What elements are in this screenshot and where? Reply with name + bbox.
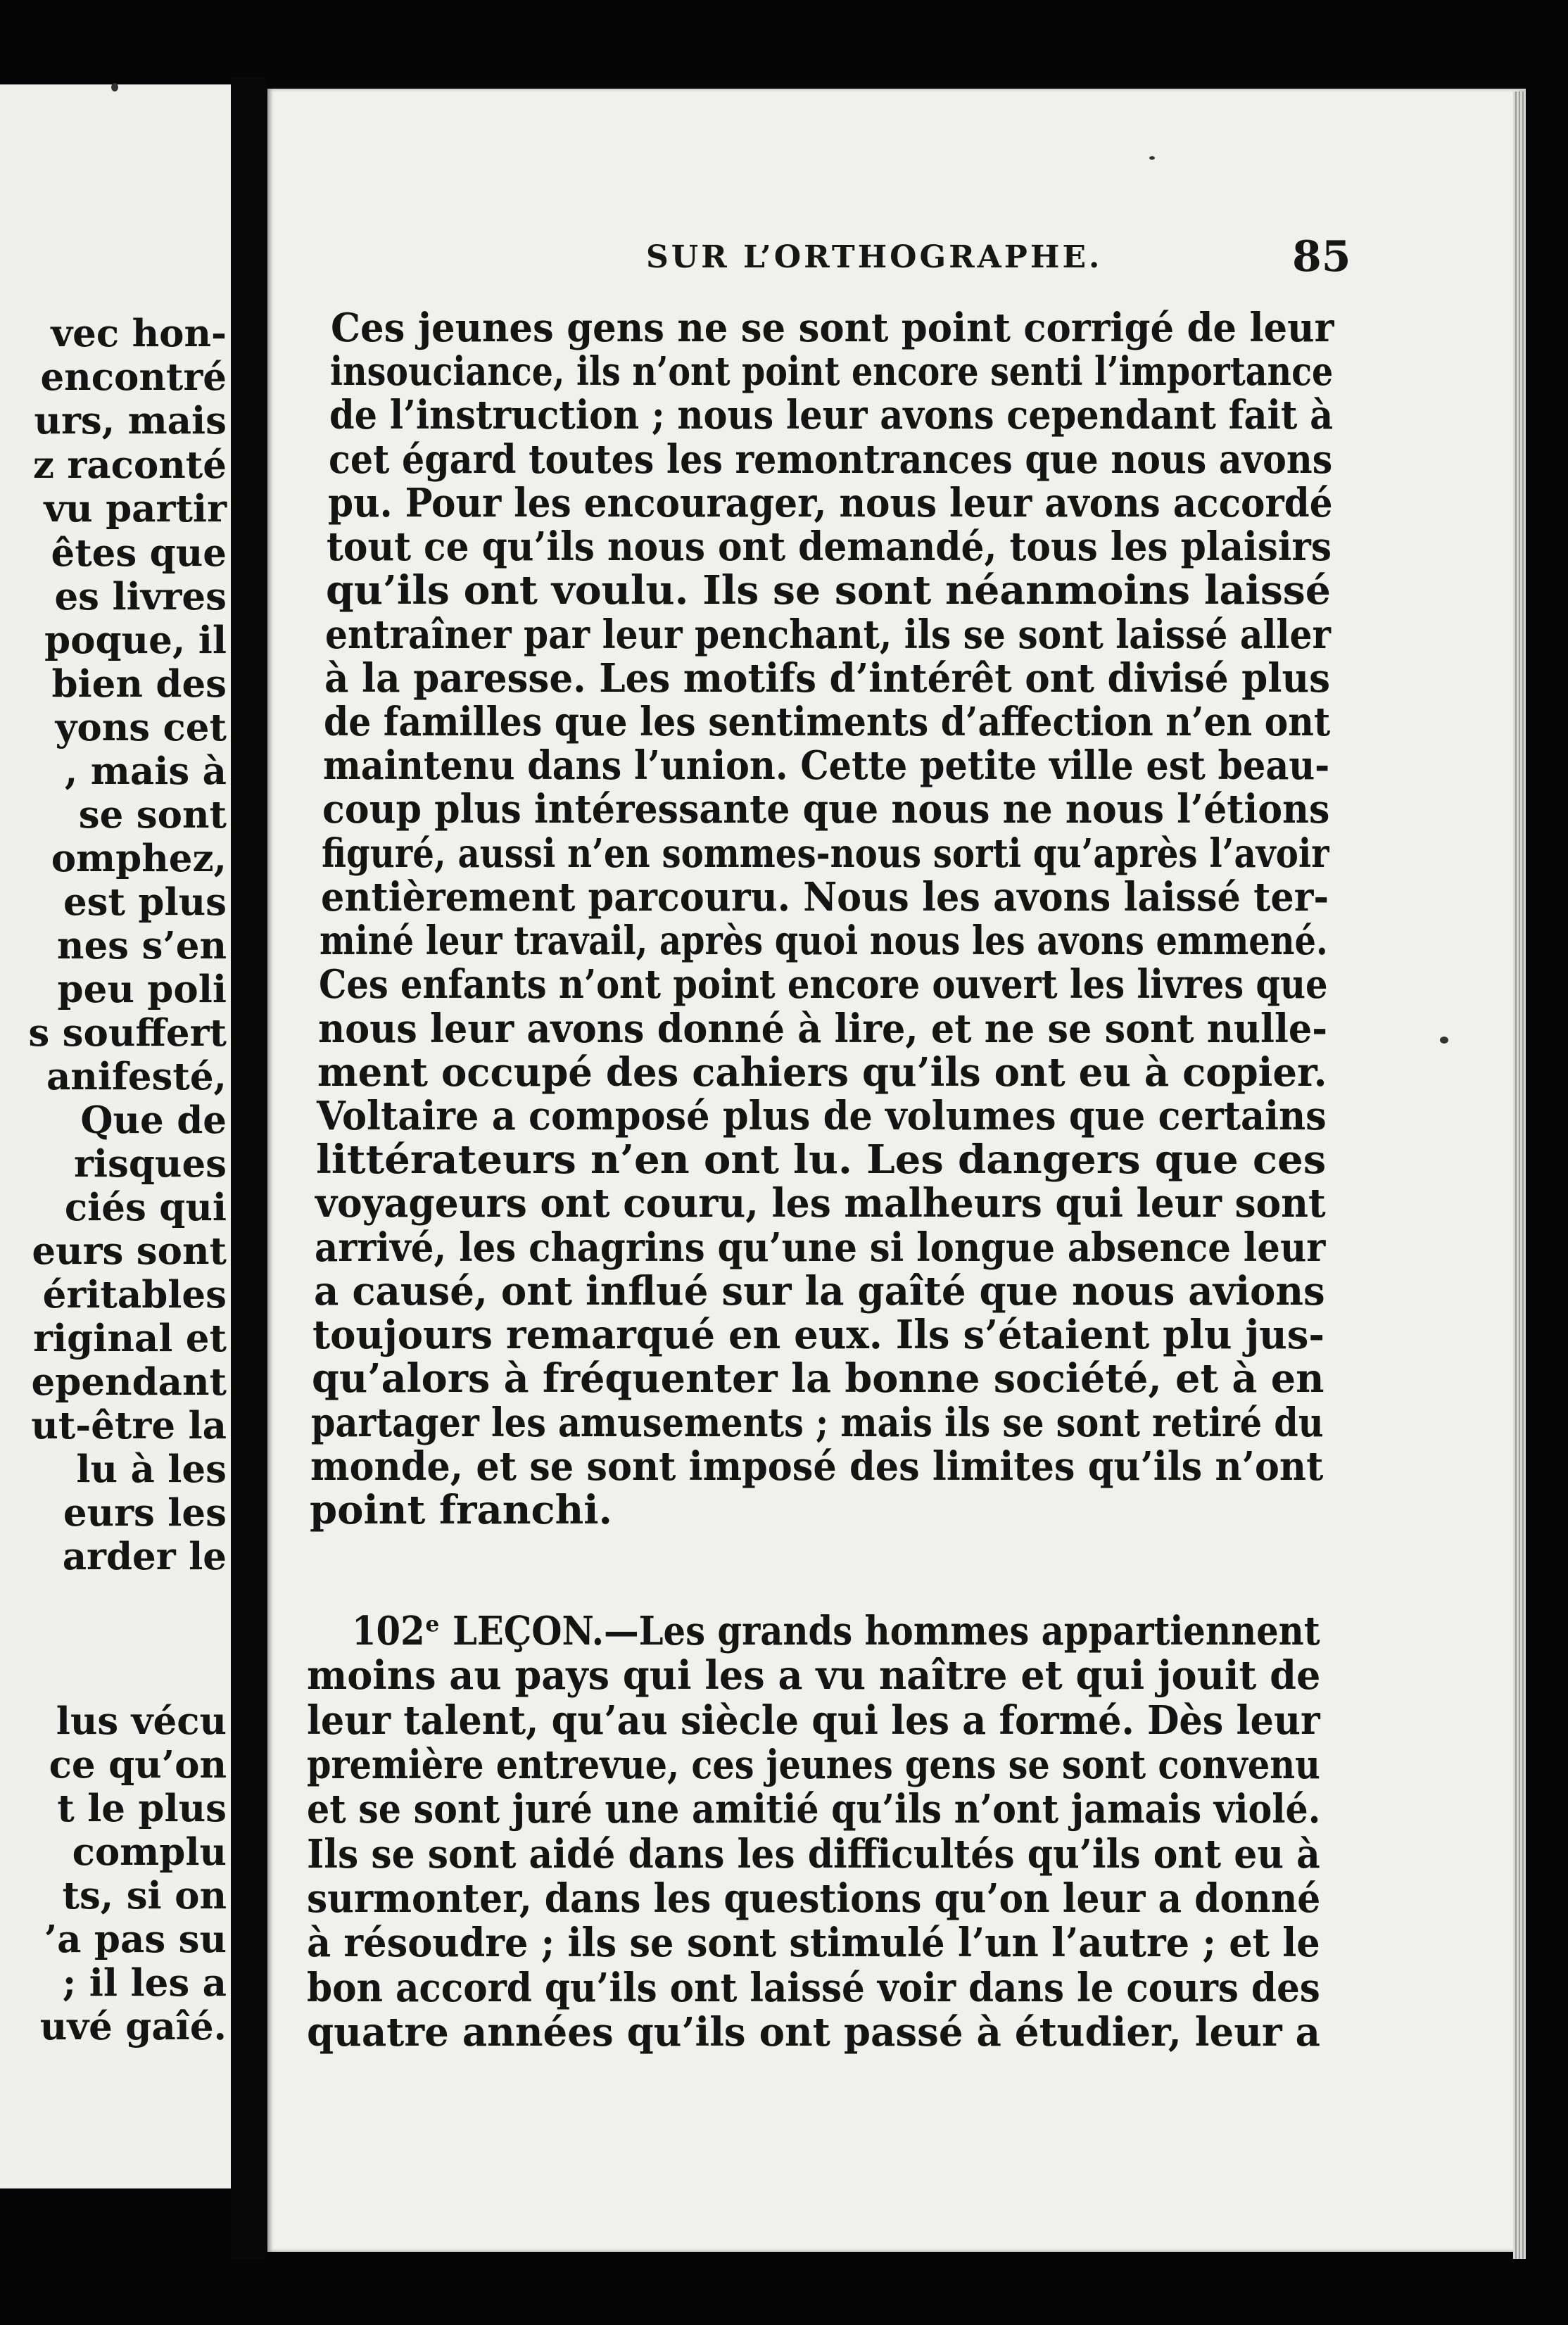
text-line: de familles que les sentiments d’affection n’en ont [324, 699, 1331, 745]
ink-speck [1440, 1037, 1448, 1044]
left-page-line: vu partir [44, 487, 227, 531]
text-line: monde, et se sont imposé des limites qu’ils n’ont [310, 1443, 1324, 1490]
text-line: et se sont juré une amitié qu’ils n’ont jamais violé. [307, 1786, 1321, 1833]
text-line: point franchi. [310, 1487, 613, 1533]
text-line: première entrevue, ces jeunes gens se sont convenu [307, 1742, 1320, 1788]
text-line: Ils se sont aidé dans les difficultés qu’ils ont eu à [307, 1830, 1320, 1877]
left-page-line: eurs sont [32, 1229, 227, 1273]
left-page-line: peu poli [57, 968, 227, 1011]
text-line: coup plus intéressante que nous ne nous l’étions [322, 786, 1330, 833]
left-page-line: arder le [62, 1535, 227, 1578]
text-line: Voltaire a composé plus de volumes que certains [317, 1093, 1327, 1139]
left-page-line: vec hon- [51, 312, 227, 355]
text-line: Ces enfants n’ont point encore ouvert les livres que [319, 961, 1328, 1008]
text-line: insouciance, ils n’ont point encore senti l’importance [329, 348, 1334, 395]
left-page-line: éritables [42, 1273, 227, 1317]
left-page-line: t le plus [57, 1787, 227, 1830]
text-line: entièrement parcouru. Nous les avons laissé ter- [320, 873, 1329, 920]
text-line: figuré, aussi n’en sommes-nous sorti qu’après l’avoir [321, 830, 1329, 877]
text-line: arrivé, les chagrins qu’une si longue absence leur [314, 1224, 1325, 1271]
text-line: moins au pays qui les a vu naître et qui jouit de [307, 1652, 1321, 1699]
text-line: à résoudre ; ils se sont stimulé l’un l’autre ; et le [307, 1920, 1320, 1967]
left-page-line: ts, si on [62, 1874, 227, 1918]
left-page-line: lu à les [76, 1447, 227, 1491]
left-page-line: ’a pas su [44, 1918, 227, 1961]
left-page-line: nes s’en [56, 924, 227, 968]
left-page-line: lus vécu [56, 1699, 227, 1743]
left-page [0, 84, 231, 2188]
left-page-line: est plus [63, 880, 227, 924]
left-page-line: uvé gaîé. [39, 2005, 227, 2048]
left-page-line: Que de [80, 1098, 227, 1142]
text-line: miné leur travail, après quoi nous les avons emmené. [320, 918, 1329, 965]
text-line: a causé, ont influé sur la gaîté que nous avions [313, 1267, 1325, 1314]
text-line: à la paresse. Les motifs d’intérêt ont divisé plus [324, 654, 1331, 702]
left-page-line: eurs les [63, 1491, 227, 1535]
lesson-number: 102ᵉ [352, 1608, 441, 1654]
left-page-line: êtes que [51, 531, 227, 575]
text-line: voyageurs ont couru, les malheurs qui leur sont [315, 1180, 1326, 1227]
page-number: 85 [1292, 232, 1351, 281]
text-line: qu’ils ont voulu. Ils se sont néanmoins laissé [326, 567, 1332, 614]
left-page-line: risques [73, 1142, 227, 1186]
left-page-line: ependant [31, 1360, 227, 1404]
text-line: cet égard toutes les remontrances que nous avons [328, 436, 1332, 483]
running-head: SUR L’ORTHOGRAPHE. [646, 239, 1103, 275]
lesson-heading-text: LEÇON.—Les grands hommes appartiennent [440, 1608, 1320, 1654]
text-line: quatre années qu’ils ont passé à étudier, leur a [307, 2009, 1321, 2055]
text-line: partager les amusements ; mais ils se sont retiré du [311, 1399, 1324, 1446]
left-page-line: urs, mais [34, 399, 227, 443]
left-page-line: ciés qui [64, 1186, 227, 1229]
book-spine-gutter [231, 77, 266, 2259]
left-page-line: s souffert [28, 1011, 227, 1055]
text-line: ment occupé des cahiers qu’ils ont eu à copier. [317, 1049, 1327, 1096]
text-line: pu. Pour les encourager, nous leur avons accordé [327, 479, 1333, 526]
left-page-line: yons cet [55, 706, 227, 749]
left-page-line: riginal et [33, 1317, 227, 1360]
left-page-line: bien des [51, 662, 227, 706]
left-page-line: ut-être la [31, 1404, 227, 1447]
ink-speck [111, 83, 118, 91]
text-line: bon accord qu’ils ont laissé voir dans le cours des [307, 1964, 1320, 2011]
left-page-line: , mais à [64, 749, 227, 793]
lesson-heading-line [352, 1608, 1320, 1654]
text-line: nous leur avons donné à lire, et ne se sont nulle- [318, 1005, 1328, 1052]
text-line: qu’alors à fréquenter la bonne société, et à en [312, 1355, 1324, 1402]
text-line: tout ce qu’ils nous ont demandé, tous les plaisirs [327, 524, 1332, 571]
left-page-line: omphez, [51, 837, 227, 880]
left-page-line: ce qu’on [49, 1743, 227, 1787]
left-page-line: es livres [54, 575, 227, 619]
text-line: maintenu dans l’union. Cette petite ville est beau- [322, 742, 1330, 790]
text-line: surmonter, dans les questions qu’on leur a donné [307, 1875, 1321, 1922]
text-line: littérateurs n’en ont lu. Les dangers que ces [315, 1136, 1327, 1184]
left-page-line: poque, il [44, 619, 227, 662]
text-line: Ces jeunes gens ne se sont point corrigé de leur [331, 305, 1334, 351]
left-page-line: encontré [40, 355, 227, 399]
page-edge [1513, 91, 1526, 2259]
ink-speck [1149, 156, 1155, 160]
left-page-line: ; il les a [62, 1961, 227, 2005]
text-line: toujours remarqué en eux. Ils s’étaient plu jus- [312, 1312, 1325, 1359]
text-line: de l’instruction ; nous leur avons cependant fait à [329, 392, 1333, 439]
left-page-line: z raconté [32, 443, 227, 487]
text-line: entraîner par leur penchant, ils se sont laissé aller [325, 611, 1332, 658]
left-page-line: se sont [78, 793, 227, 837]
left-page-line: complu [72, 1830, 227, 1874]
left-page-line: anifesté, [46, 1055, 227, 1098]
text-line: leur talent, qu’au siècle qui les a formé. Dès leur [307, 1697, 1320, 1744]
